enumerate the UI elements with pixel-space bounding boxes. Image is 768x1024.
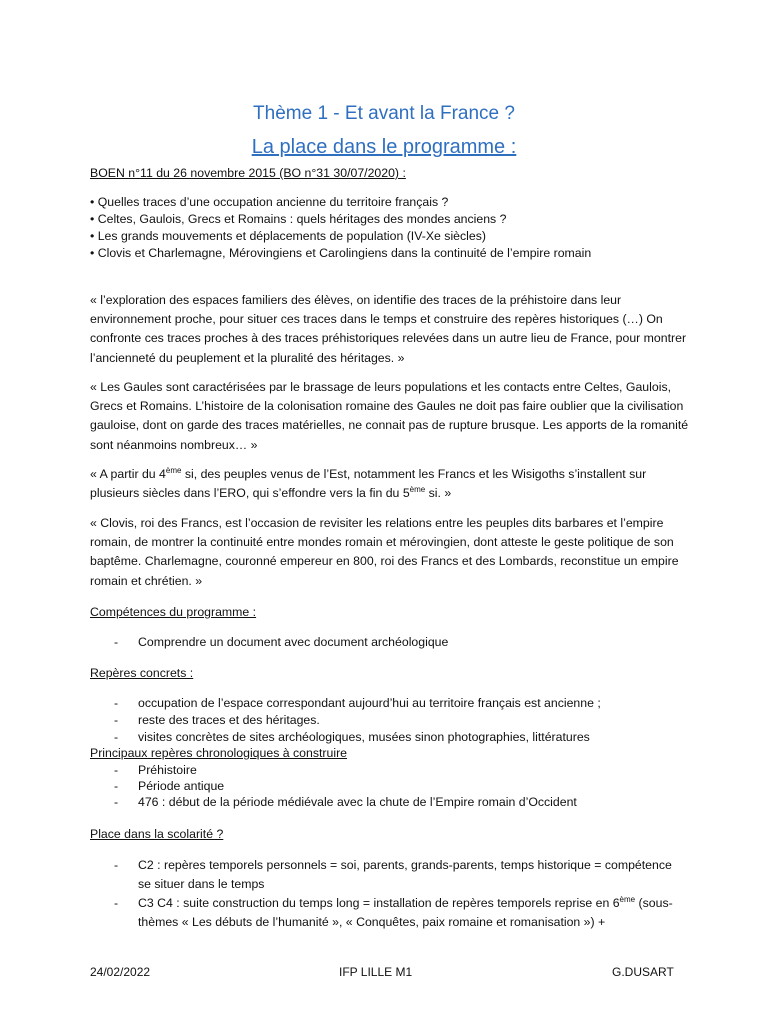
quote-paragraph: « Les Gaules sont caractérisées par le brassage de leurs populations et les contacts entre Celtes, Gaulois, Grecs et Romains. L’histoire de la colonisation romaine des Gaules ne doit pas faire oublier que la civilisation gauloise, dont on garde des traces matérielles, ne connait pas de rupture brusque. Les apports de la romanité sont néanmoins nombreux… » (90, 380, 689, 452)
list-dash: - (114, 696, 119, 710)
list-dash: - (114, 858, 119, 872)
list-dash: - (114, 763, 119, 777)
list-item: Comprendre un document avec document archéologique (138, 635, 449, 649)
footer-center: IFP LILLE M1 (339, 965, 413, 979)
bullet-item: • Clovis et Charlemagne, Mérovingiens et Carolingiens dans la continuité de l’empire romain (90, 246, 592, 260)
list-item: visites concrètes de sites archéologiques, musées sinon photographies, littératures (138, 730, 590, 744)
list-item: C3 C4 : suite construction du temps long = installation de repères temporels reprise en 6ème (sous- thèmes « Les débuts de l’humanité », « Conquêtes, paix romaine et romanisation ») + (138, 894, 673, 929)
chrono-heading: Principaux repères chronologiques à construire (90, 746, 348, 760)
competences-heading: Compétences du programme : (90, 605, 257, 619)
list-dash: - (114, 730, 119, 744)
list-item: C2 : repères temporels personnels = soi, parents, grands-parents, temps historique = compétence se situer dans le temps (138, 858, 672, 891)
footer-author: G.DUSART (612, 965, 674, 979)
list-dash: - (114, 713, 119, 727)
bullet-item: • Quelles traces d’une occupation ancienne du territoire français ? (90, 195, 449, 209)
footer-date: 24/02/2022 (90, 965, 151, 979)
page-title: Thème 1 - Et avant la France ? (253, 103, 515, 124)
list-dash: - (114, 635, 119, 649)
bullet-item: • Les grands mouvements et déplacements de population (IV-Xe siècles) (90, 229, 486, 243)
reperes-heading: Repères concrets : (90, 666, 194, 680)
list-item: Préhistoire (138, 763, 197, 777)
page-subtitle: La place dans le programme : (251, 136, 517, 158)
scolarite-heading: Place dans la scolarité ? (90, 827, 224, 841)
list-item: occupation de l’espace correspondant aujourd’hui au territoire français est ancienne ; (138, 696, 601, 710)
quote-paragraph: « A partir du 4ème si, des peuples venus de l’Est, notamment les Francs et les Wisigoths s’installent sur plusieurs siècles dans l’ERO, qui s’effondre vers la fin du 5ème si. » (90, 465, 647, 501)
quote-paragraph: « l’exploration des espaces familiers des élèves, on identifie des traces de la préhistoire dans leur environnement proche, pour situer ces traces dans le temps et construire des repères historiques (…) On confronte ces traces proches à des traces préhistoriques relevées dans un autre lieu de France, pour montrer l’ancienneté du peuplement et la pluralité des héritages. » (90, 293, 687, 365)
list-item: 476 : début de la période médiévale avec la chute de l’Empire romain d’Occident (138, 795, 577, 809)
list-dash: - (114, 779, 119, 793)
list-dash: - (114, 896, 119, 910)
list-dash: - (114, 795, 119, 809)
quote-paragraph: « Clovis, roi des Francs, est l’occasion de revisiter les relations entre les peuples dits barbares et l’empire romain, de montrer la continuité entre mondes romain et mérovingien, dont atteste le geste politique de son baptême. Charlemagne, couronné empereur en 800, roi des Francs et des Lombards, reconstitue un empire romain et chrétien. » (90, 516, 679, 588)
bullet-item: • Celtes, Gaulois, Grecs et Romains : quels héritages des mondes anciens ? (90, 212, 507, 226)
list-item: Période antique (138, 779, 225, 793)
list-item: reste des traces et des héritages. (138, 713, 320, 727)
boen-reference: BOEN n°11 du 26 novembre 2015 (BO n°31 30/07/2020) : (90, 166, 406, 180)
